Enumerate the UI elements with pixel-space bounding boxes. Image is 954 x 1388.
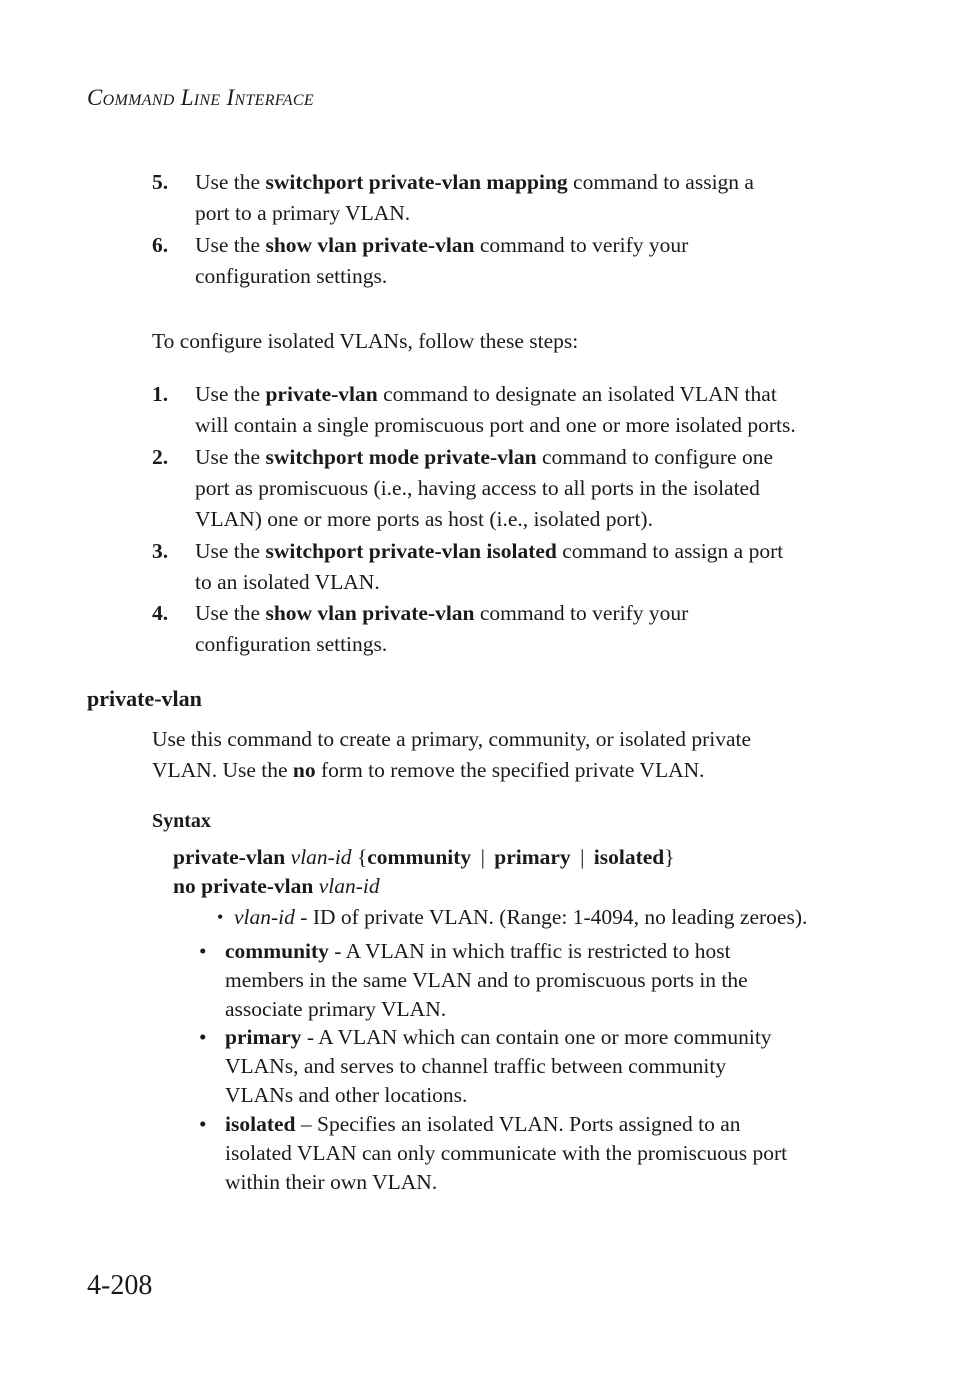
no-keyword: no (292, 758, 316, 782)
step-number: 4. (152, 601, 169, 625)
step-text: Use the (195, 382, 266, 406)
syntax-param: vlan-id (290, 845, 352, 869)
param-desc: VLANs, and serves to channel traffic between community (225, 1054, 727, 1078)
bullet-icon: • (199, 1112, 207, 1136)
step-text: port as promiscuous (i.e., having access to all ports in the isolated (195, 476, 760, 500)
step-text: command to assign a port (556, 539, 784, 563)
step-text: port to a primary VLAN. (195, 201, 411, 225)
description-text: Use this command to create a primary, community, or isolated private (152, 727, 752, 751)
param-name: vlan-id (234, 905, 295, 929)
bullet-icon: • (199, 1025, 207, 1049)
syntax-brace: } (664, 845, 675, 869)
param-name: isolated (225, 1112, 296, 1136)
command-name: show vlan private-vlan (265, 601, 475, 625)
syntax-command: private-vlan (173, 845, 286, 869)
bullet-icon: • (199, 939, 207, 963)
step-text: command to designate an isolated VLAN that (377, 382, 777, 406)
param-desc: associate primary VLAN. (225, 997, 447, 1021)
command-name: private-vlan (265, 382, 378, 406)
step-text: Use the (195, 233, 266, 257)
step-text: Use the (195, 445, 266, 469)
param-desc: – Specifies an isolated VLAN. Ports assigned to an (295, 1112, 741, 1136)
step-text: Use the (195, 601, 266, 625)
syntax-command: no private-vlan (173, 874, 314, 898)
param-name: primary (225, 1025, 302, 1049)
step-text: will contain a single promiscuous port and one or more isolated ports. (195, 413, 796, 437)
param-desc: isolated VLAN can only communicate with the promiscuous port (225, 1141, 788, 1165)
step-number: 1. (152, 382, 169, 406)
syntax-separator: | (580, 845, 585, 869)
isolated-intro: To configure isolated VLANs, follow these steps: (152, 329, 579, 353)
command-name: show vlan private-vlan (265, 233, 475, 257)
param-desc: - A VLAN which can contain one or more community (301, 1025, 772, 1049)
syntax-separator: | (480, 845, 485, 869)
syntax-line-2 (173, 874, 380, 899)
command-name: switchport private-vlan mapping (265, 170, 568, 194)
syntax-heading: Syntax (152, 810, 211, 832)
command-description (152, 724, 872, 786)
syntax-option: primary (494, 845, 571, 869)
step-text: VLAN) one or more ports as host (i.e., isolated port). (195, 507, 653, 531)
command-name: switchport private-vlan isolated (265, 539, 557, 563)
command-heading: private-vlan (87, 686, 202, 711)
command-name: switchport mode private-vlan (265, 445, 537, 469)
syntax-brace: { (356, 845, 368, 869)
param-desc: VLANs and other locations. (225, 1083, 468, 1107)
bullet-icon: • (217, 907, 224, 927)
step-number: 3. (152, 539, 169, 563)
param-desc: - ID of private VLAN. (Range: 1-4094, no leading zeroes). (294, 905, 808, 929)
syntax-line-1 (173, 845, 675, 870)
param-name: community (225, 939, 329, 963)
description-text: VLAN. Use the (152, 758, 293, 782)
step-text: command to assign a (567, 170, 754, 194)
step-number: 6. (152, 233, 169, 257)
syntax-option: community (367, 845, 472, 869)
step-number: 2. (152, 445, 169, 469)
step-text: to an isolated VLAN. (195, 570, 380, 594)
param-desc: members in the same VLAN and to promiscuous ports in the (225, 968, 748, 992)
param-desc: within their own VLAN. (225, 1170, 438, 1194)
step-number: 5. (152, 170, 169, 194)
step-text: Use the (195, 170, 266, 194)
page-number: 4-208 (87, 1270, 153, 1301)
step-text: configuration settings. (195, 632, 388, 656)
step-text: command to configure one (536, 445, 774, 469)
syntax-option: isolated (593, 845, 665, 869)
step-text: command to verify your (474, 601, 689, 625)
description-text: form to remove the specified private VLAN. (315, 758, 705, 782)
syntax-param: vlan-id (318, 874, 380, 898)
running-head: Command Line Interface (87, 85, 314, 110)
step-text: command to verify your (474, 233, 689, 257)
param-desc: - A VLAN in which traffic is restricted to host (328, 939, 731, 963)
step-text: Use the (195, 539, 266, 563)
step-text: configuration settings. (195, 264, 388, 288)
